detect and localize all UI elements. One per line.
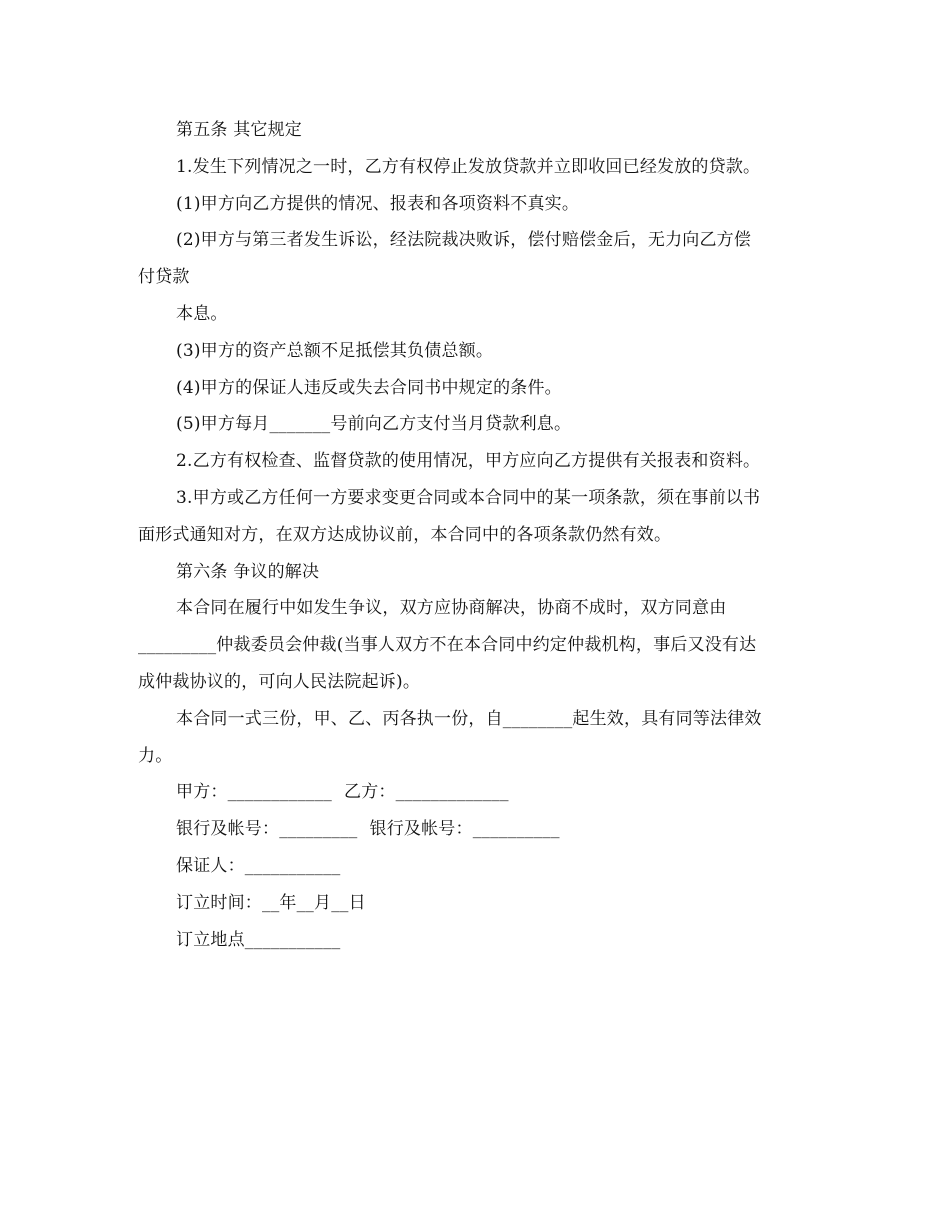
bank-account-row [138, 811, 812, 848]
party-a-field: 甲方：____________ [176, 782, 332, 803]
section-5-heading: 第五条 其它规定 [176, 120, 303, 140]
guarantor-field: 保证人：___________ [176, 855, 341, 876]
copies-para-line-2: 力。 [138, 745, 173, 766]
clause-5-1-sub-2-line-1: (2)甲方与第三者发生诉讼，经法院裁决败诉，偿付赔偿金后，无力向乙方偿 [176, 230, 752, 251]
section-6-heading: 第六条 争议的解决 [176, 561, 320, 582]
bank-b-field: 银行及帐号：__________ [369, 819, 560, 840]
bank-a-field: 银行及帐号：_________ [176, 819, 358, 840]
clause-5-3-line-1: 3.甲方或乙方任何一方要求变更合同或本合同中的某一项条款，须在事前以书 [176, 487, 761, 508]
dispute-para-line-3: 成仲裁协议的，可向人民法院起诉)。 [138, 671, 421, 692]
clause-5-1-sub-2-line-3: 本息。 [176, 303, 228, 324]
clause-5-1-sub-5: (5)甲方每月_______号前向乙方支付当月贷款利息。 [176, 414, 572, 435]
clause-5-3-line-2: 面形式通知对方，在双方达成协议前，本合同中的各项条款仍然有效。 [138, 524, 672, 545]
clause-5-1-sub-4: (4)甲方的保证人违反或失去合同书中规定的条件。 [176, 377, 562, 398]
signing-date-field: 订立时间：__年__月__日 [176, 892, 366, 913]
clause-5-1-sub-2-line-2: 付贷款 [138, 267, 190, 288]
party-signature-row [138, 774, 812, 811]
party-b-field: 乙方：_____________ [344, 782, 509, 803]
clause-5-1-sub-3: (3)甲方的资产总额不足抵偿其负债总额。 [176, 340, 494, 361]
dispute-para-line-2: _________仲裁委员会仲裁(当事人双方不在本合同中约定仲裁机构，事后又没有达 [138, 635, 757, 656]
clause-5-1-sub-1: (1)甲方向乙方提供的情况、报表和各项资料不真实。 [176, 193, 580, 214]
signing-place-field: 订立地点___________ [176, 929, 341, 950]
clause-5-1: 1.发生下列情况之一时，乙方有权停止发放贷款并立即收回已经发放的贷款。 [176, 156, 761, 177]
clause-5-2: 2.乙方有权检查、监督贷款的使用情况，甲方应向乙方提供有关报表和资料。 [176, 451, 761, 472]
copies-para-line-1: 本合同一式三份，甲、乙、丙各执一份，自________起生效，具有同等法律效 [176, 708, 762, 729]
contract-body [138, 112, 812, 958]
dispute-para-line-1: 本合同在履行中如发生争议，双方应协商解决，协商不成时，双方同意由 [176, 598, 727, 619]
